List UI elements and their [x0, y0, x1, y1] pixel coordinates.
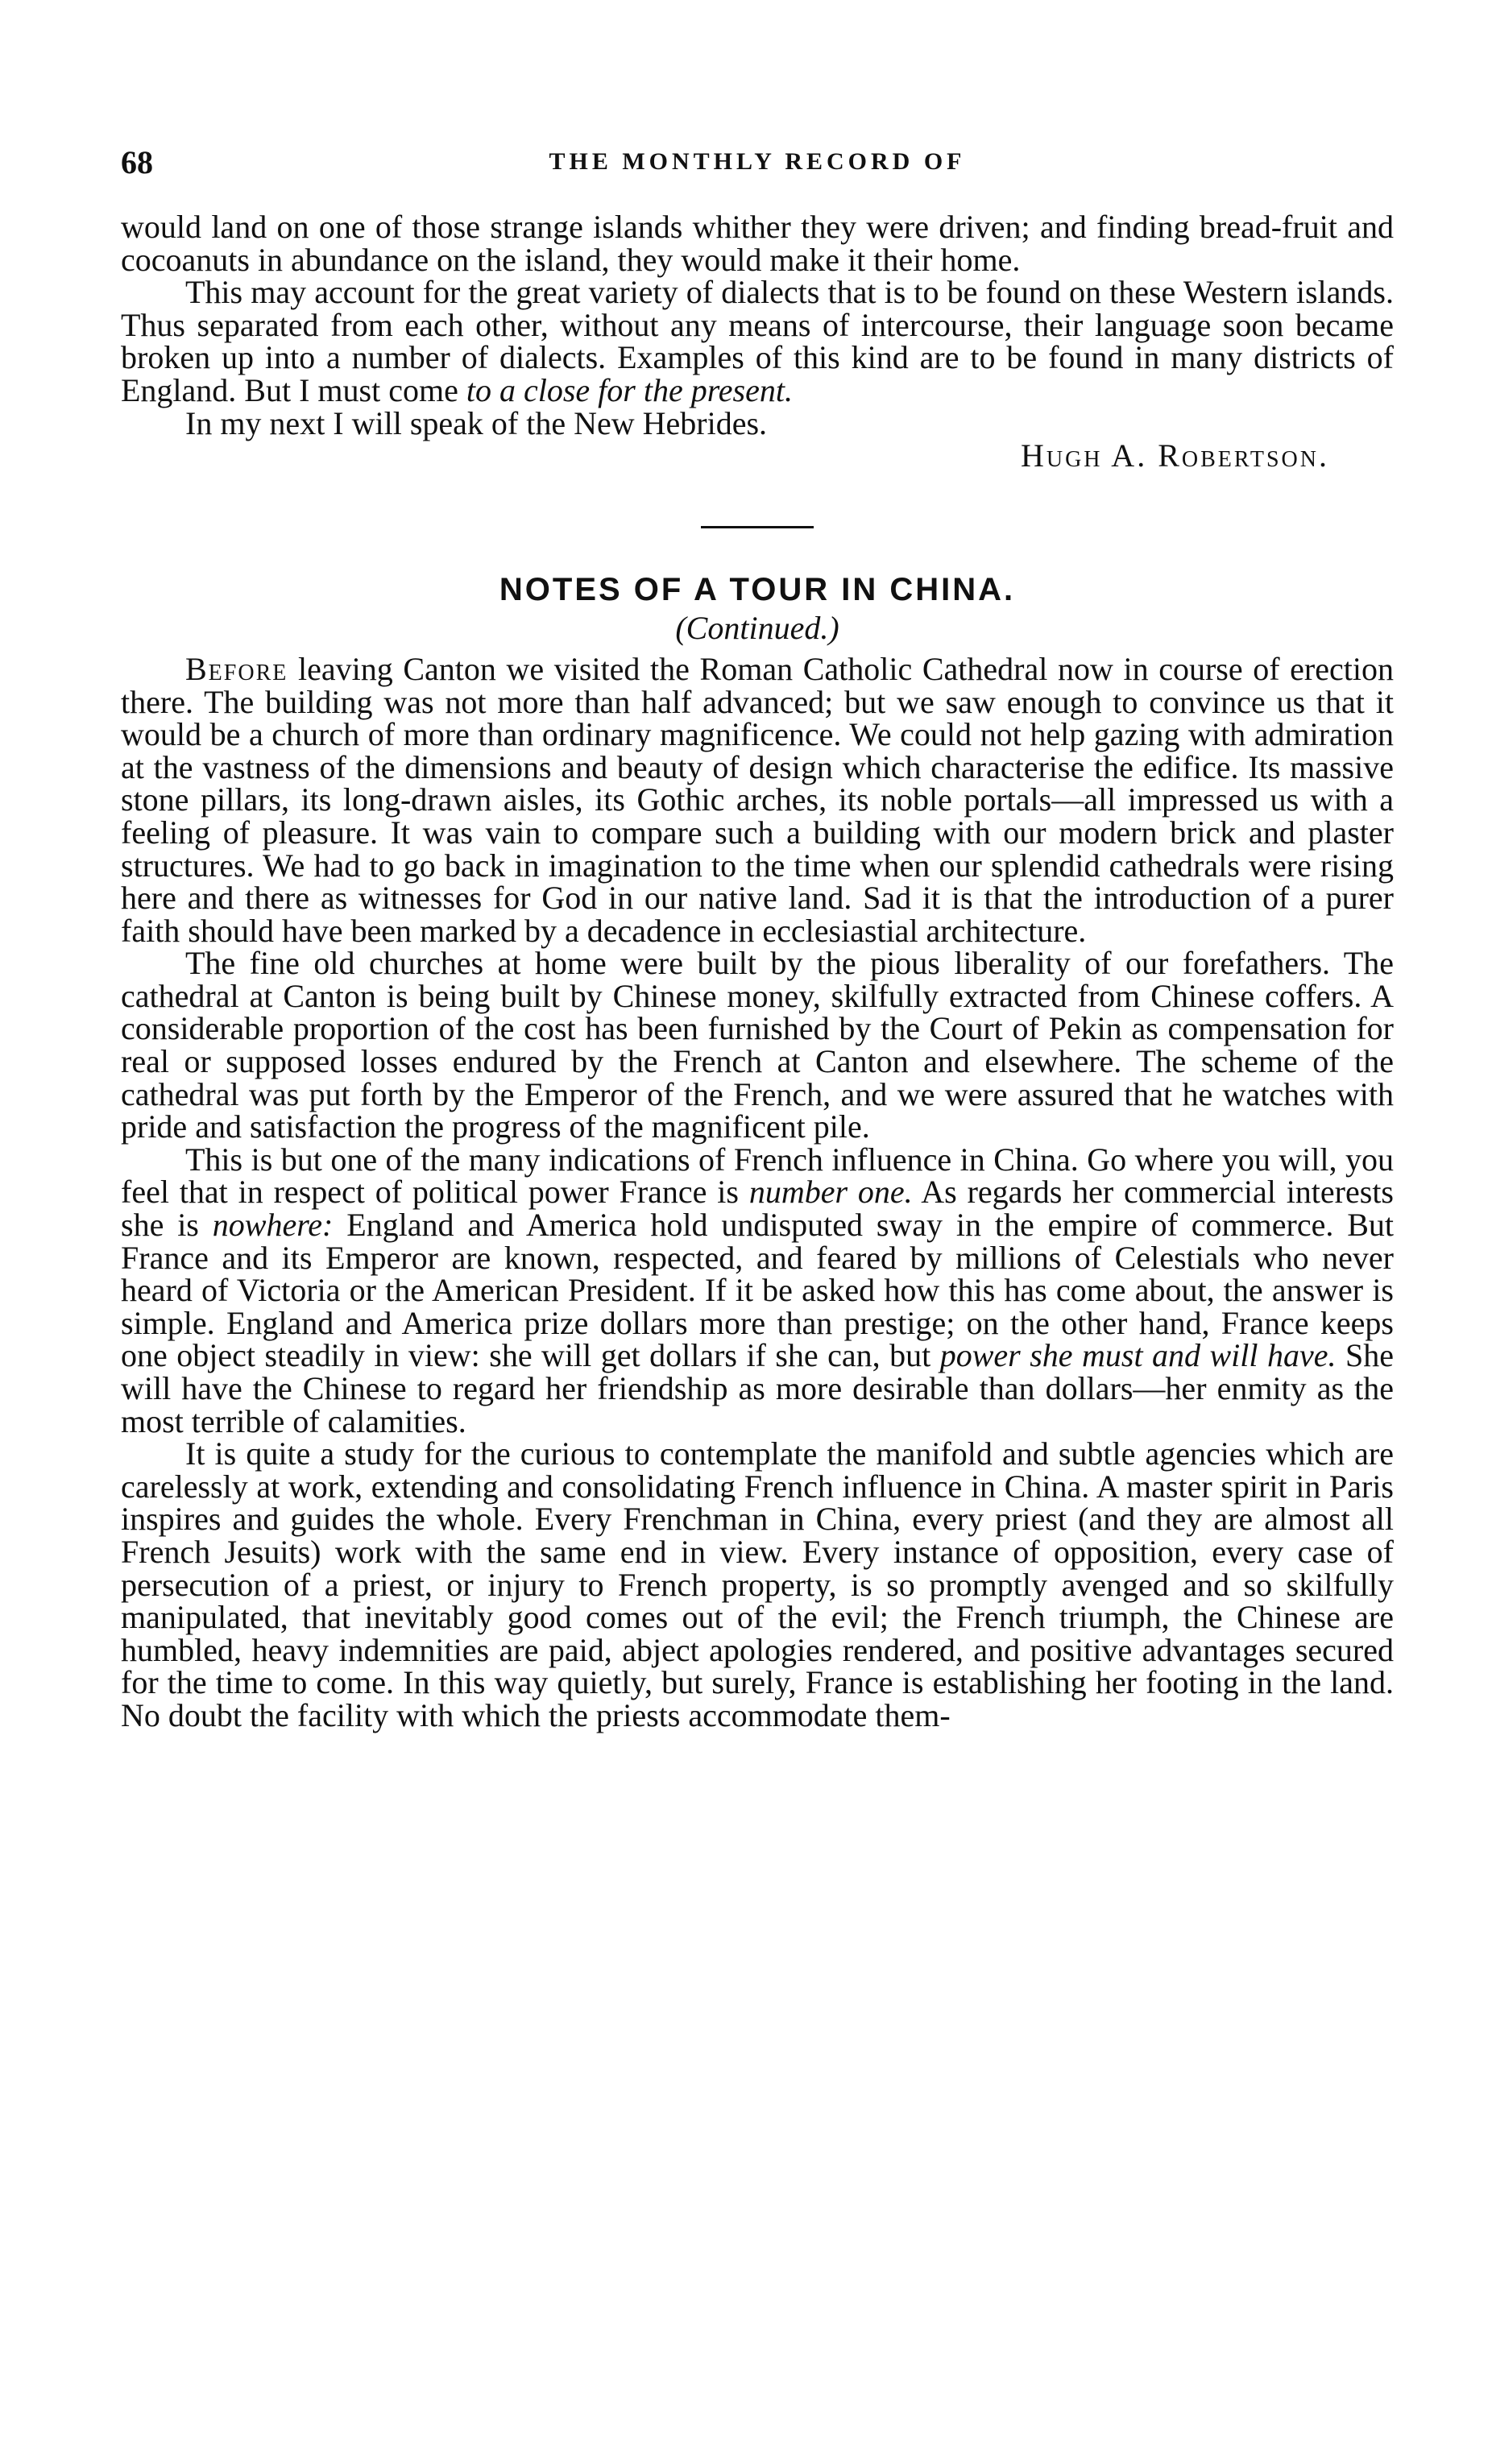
- influence-text-c: England and America hold undisputed sway in the empire of commerce. But France and its Emperor are known, respected, and feared by millions of Celestials who never heard of Victoria or the American President. If it be asked how this has come about, the answer is simple. England and America prize dollars more than prestige; on the other hand, France keeps one object steadily in view: she will get dollars if she can, but: [121, 1207, 1395, 1374]
- paragraph-french-influence: [121, 1141, 1395, 1439]
- paragraph-dialects-text: This may account for the great variety of dialects that is to be found on these Western islands. Thus separated from each other, without any means of intercourse, their language soon became broken up into a number of dialects. Examples of this kind are to be found in many districts of England. But I: [121, 274, 1394, 408]
- paragraph-churches: The fine old churches at home were built by the pious liberality of our forefathers. The cathedral at Canton is being built by Chinese money, skilfully extracted from Chinese coffers. A considerable proportion of the cost has been furnished by the Court of Pekin as compensation for real or supposed losses endured by the French at Canton and elsewhere. The scheme of the cathedral was put forth by the Emperor of the French, and we were assured that he watches with pride and satisfaction the progress of the magnificent pile.: [121, 945, 1394, 1145]
- page-header: [121, 143, 1394, 192]
- page-number: 68: [121, 144, 153, 180]
- closing-line: [317, 372, 793, 408]
- influence-text-a: This is but one of the many indications of French influence in China. Go where you will, you feel that in respect of political power France is: [121, 1141, 1394, 1211]
- influence-italic-number-one: number one.: [748, 1174, 913, 1211]
- influence-text-d: She will have the Chinese to regard her friendship as more desirable than dollars—her enmity as the most terrible of calamities.: [121, 1337, 1394, 1439]
- paragraph-continued: would land on one of those strange islands whither they were driven; and finding bread-fruit and cocoanuts in abundance on the island, they would make it their home.: [121, 209, 1394, 278]
- article-subtitle: (Continued.): [675, 610, 839, 647]
- paragraph-agencies: It is quite a study for the curious to contemplate the manifold and subtle agencies which are carelessly at work, extending and consolidating French influence in China. A master spirit in Paris inspires and guides the whole. Every Frenchman in China, every priest (and they are almost all French Jesuits) work with the same end in view. Every instance of opposition, every case of persecution of a priest, or injury to French property, is so promptly avenged and so skilfully manipulated, that inevitably good comes out of the evil; the French triumph, the Chinese are humbled, heavy indemnities are paid, abject apologies rendered, and positive advantages secured for the time to come. In this way quietly, but surely, France is establishing her footing in the land. No doubt the facility with which the priests accommodate them-: [121, 1435, 1394, 1733]
- paragraph-dialects: [121, 276, 1394, 407]
- influence-italic-power: power she must and will have.: [939, 1337, 1337, 1374]
- running-title: THE MONTHLY RECORD OF: [549, 148, 966, 175]
- author-signature: Hugh A. Robertson.: [1020, 437, 1329, 474]
- closing-line-text: must come: [317, 371, 466, 408]
- paragraph-cathedral: [121, 650, 1394, 949]
- influence-italic-nowhere: nowhere:: [212, 1207, 334, 1244]
- next-issue-note: In my next I will speak of the New Hebrides.: [185, 404, 768, 441]
- influence-text-b: As regards her commercial interests she is: [121, 1174, 1394, 1244]
- paragraph-cathedral-text: leaving Canton we visited the Roman Catholic Cathedral now in course of erection there. The building was not more than half advanced; but we saw enough to convince us that it would be a church of more than ordinary magnificence. We could not help gazing with admiration at the vastness of the dimensions and beauty of design which characterise the edifice. Its massive stone pillars, its long-drawn aisles, its Gothic arches, its noble portals—all impressed us with a feeling of pleasure. It was vain to compare such a building with our modern brick and plaster structures. We had to go back in imagination to the time when our splendid cathedrals were rising here and there as witnesses for God in our native land. Sad it is that the introduction of a purer faith should have been marked by a decadence in ecclesiastial architecture.: [121, 650, 1394, 949]
- page-content: [121, 211, 1394, 1733]
- article-title: NOTES OF A TOUR IN CHINA.: [499, 571, 1016, 607]
- closing-line-italic: to a close for the present.: [466, 371, 793, 408]
- opening-word: Before: [185, 650, 288, 687]
- section-divider: [701, 526, 814, 528]
